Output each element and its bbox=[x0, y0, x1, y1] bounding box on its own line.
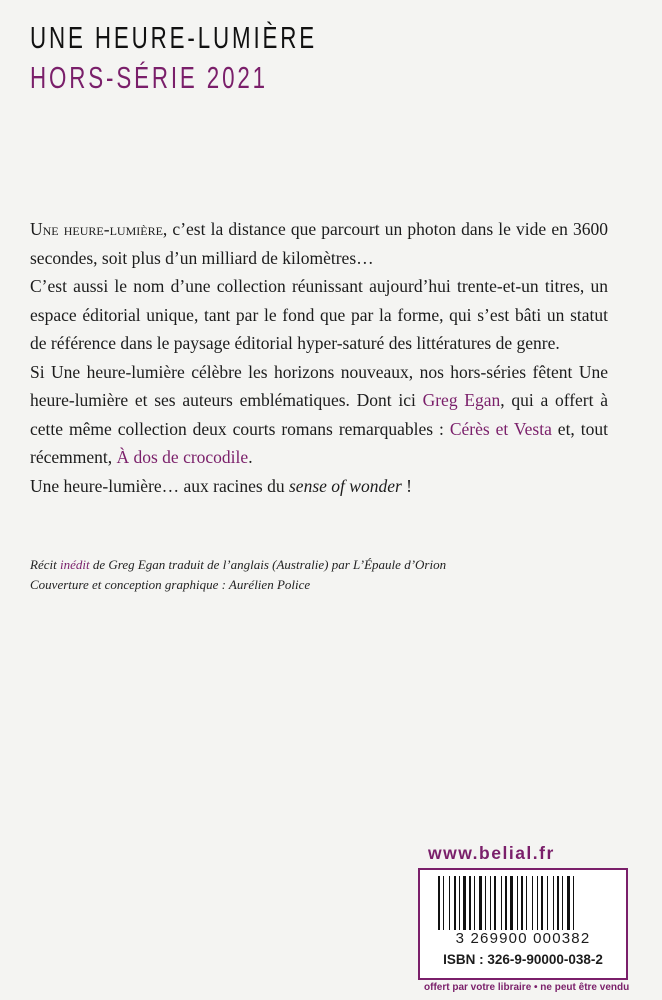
barcode-bar bbox=[526, 876, 527, 930]
blurb-paragraph-1 bbox=[30, 215, 608, 272]
barcode-box bbox=[418, 868, 628, 980]
barcode-bar bbox=[549, 876, 552, 930]
blurb-paragraph-2: C’est aussi le nom d’une collection réunissant aujourd’hui trente-et-un titres, un espace éditorial unique, tant par le fond que par la forme, qui s’est bâti un statut de référence dans le paysage éditorial hyper-saturé des littératures de genre. bbox=[30, 276, 608, 354]
barcode-bar bbox=[555, 876, 556, 930]
barcode-bar bbox=[571, 876, 572, 930]
barcode-bar bbox=[501, 876, 502, 930]
barcode-bar bbox=[449, 876, 450, 930]
series-title: UNE HEURE-LUMIÈRE bbox=[30, 20, 318, 55]
barcode-bar bbox=[483, 876, 484, 930]
barcode-bar bbox=[557, 876, 559, 930]
barcode-bar bbox=[553, 876, 554, 930]
isbn: ISBN : 326-9-90000-038-2 bbox=[443, 952, 603, 967]
barcode-bar bbox=[573, 876, 574, 930]
offer-notice: offert par votre libraire • ne peut être vendu bbox=[424, 982, 630, 993]
barcode-bar bbox=[461, 876, 462, 930]
barcode-bar bbox=[567, 876, 570, 930]
blurb-paragraph-3 bbox=[30, 358, 608, 472]
barcode-bar bbox=[492, 876, 493, 930]
barcode-bar bbox=[519, 876, 520, 930]
barcode-bar bbox=[457, 876, 458, 930]
barcode-bar bbox=[564, 876, 566, 930]
barcode-bar bbox=[445, 876, 448, 930]
barcode-bar bbox=[508, 876, 509, 930]
author-name: Greg Egan bbox=[422, 390, 501, 411]
barcode-bar bbox=[497, 876, 500, 930]
barcode-bar bbox=[490, 876, 491, 930]
credits-text: de Greg Egan traduit de l’anglais (Australie) par L’Épaule d’Orion bbox=[89, 557, 447, 572]
barcode-bar bbox=[503, 876, 504, 930]
barcode-bar bbox=[575, 876, 577, 930]
barcode-bar bbox=[528, 876, 531, 930]
barcode-bar bbox=[547, 876, 548, 930]
barcode-bar bbox=[494, 876, 496, 930]
barcode-bar bbox=[459, 876, 460, 930]
barcode-bar bbox=[479, 876, 482, 930]
credits-cover: Couverture et conception graphique : Aurélien Police bbox=[30, 577, 311, 593]
barcode-bar bbox=[560, 876, 561, 930]
blurb-paragraph-4 bbox=[30, 472, 608, 501]
barcode-bar bbox=[454, 876, 456, 930]
blurb-text: . bbox=[248, 447, 253, 468]
barcode-bar bbox=[537, 876, 538, 930]
barcode-bar bbox=[443, 876, 444, 930]
barcode-bar bbox=[451, 876, 453, 930]
blurb-text: , qui a offert à cette même collection deux courts romans remarquables : bbox=[30, 390, 608, 439]
barcode-number: 3 269900 000382 bbox=[455, 930, 591, 947]
barcode-bar bbox=[524, 876, 525, 930]
barcode-bar bbox=[463, 876, 466, 930]
barcode-bar bbox=[505, 876, 507, 930]
blurb-text: Si Une heure-lumière célèbre les horizons nouveaux, nos hors-séries fêtent Une heure-lumière et ses auteurs emblématiques. Dont ici bbox=[30, 361, 608, 411]
series-subtitle: HORS-SÉRIE 2021 bbox=[30, 60, 268, 95]
barcode-bar bbox=[517, 876, 518, 930]
blurb-text: , c’est la distance que parcourt un photon dans le vide en 3600 secondes, soit plus d’un milliard de kilomètres… bbox=[30, 219, 608, 268]
barcode-bar bbox=[510, 876, 513, 930]
barcode-bar bbox=[467, 876, 468, 930]
barcode-bar bbox=[539, 876, 540, 930]
barcode-bar bbox=[532, 876, 533, 930]
blurb-text: Une heure-lumière… aux racines du bbox=[30, 475, 289, 496]
barcode-bar bbox=[487, 876, 489, 930]
barcode-bar bbox=[514, 876, 516, 930]
publisher-url: www.belial.fr bbox=[428, 843, 555, 863]
barcode-bar bbox=[472, 876, 473, 930]
back-cover-blurb bbox=[30, 215, 608, 500]
barcode-bar bbox=[541, 876, 543, 930]
barcode-bar bbox=[562, 876, 563, 930]
barcode-bar bbox=[534, 876, 536, 930]
blurb-text: et, tout récemment, bbox=[30, 418, 608, 468]
unpublished-label: inédit bbox=[59, 557, 90, 572]
barcode-bar bbox=[476, 876, 478, 930]
credits bbox=[30, 555, 630, 595]
barcode-bar bbox=[485, 876, 486, 930]
barcode-bar bbox=[438, 876, 440, 930]
credits-text: Récit bbox=[30, 557, 60, 572]
book-title-ceres-vesta: Cérès et Vesta bbox=[449, 418, 552, 439]
barcode bbox=[438, 876, 614, 930]
blurb-emphasis: sense of wonder bbox=[289, 475, 402, 496]
barcode-bar bbox=[469, 876, 471, 930]
barcode-bar bbox=[474, 876, 475, 930]
blurb-text: ! bbox=[401, 475, 412, 496]
barcode-bar bbox=[441, 876, 442, 930]
collection-name: Une heure-lumière bbox=[30, 219, 163, 239]
book-title-crocodile: À dos de crocodile bbox=[116, 447, 249, 468]
barcode-bar bbox=[521, 876, 523, 930]
barcode-bar bbox=[544, 876, 546, 930]
credits-translation bbox=[30, 555, 630, 575]
